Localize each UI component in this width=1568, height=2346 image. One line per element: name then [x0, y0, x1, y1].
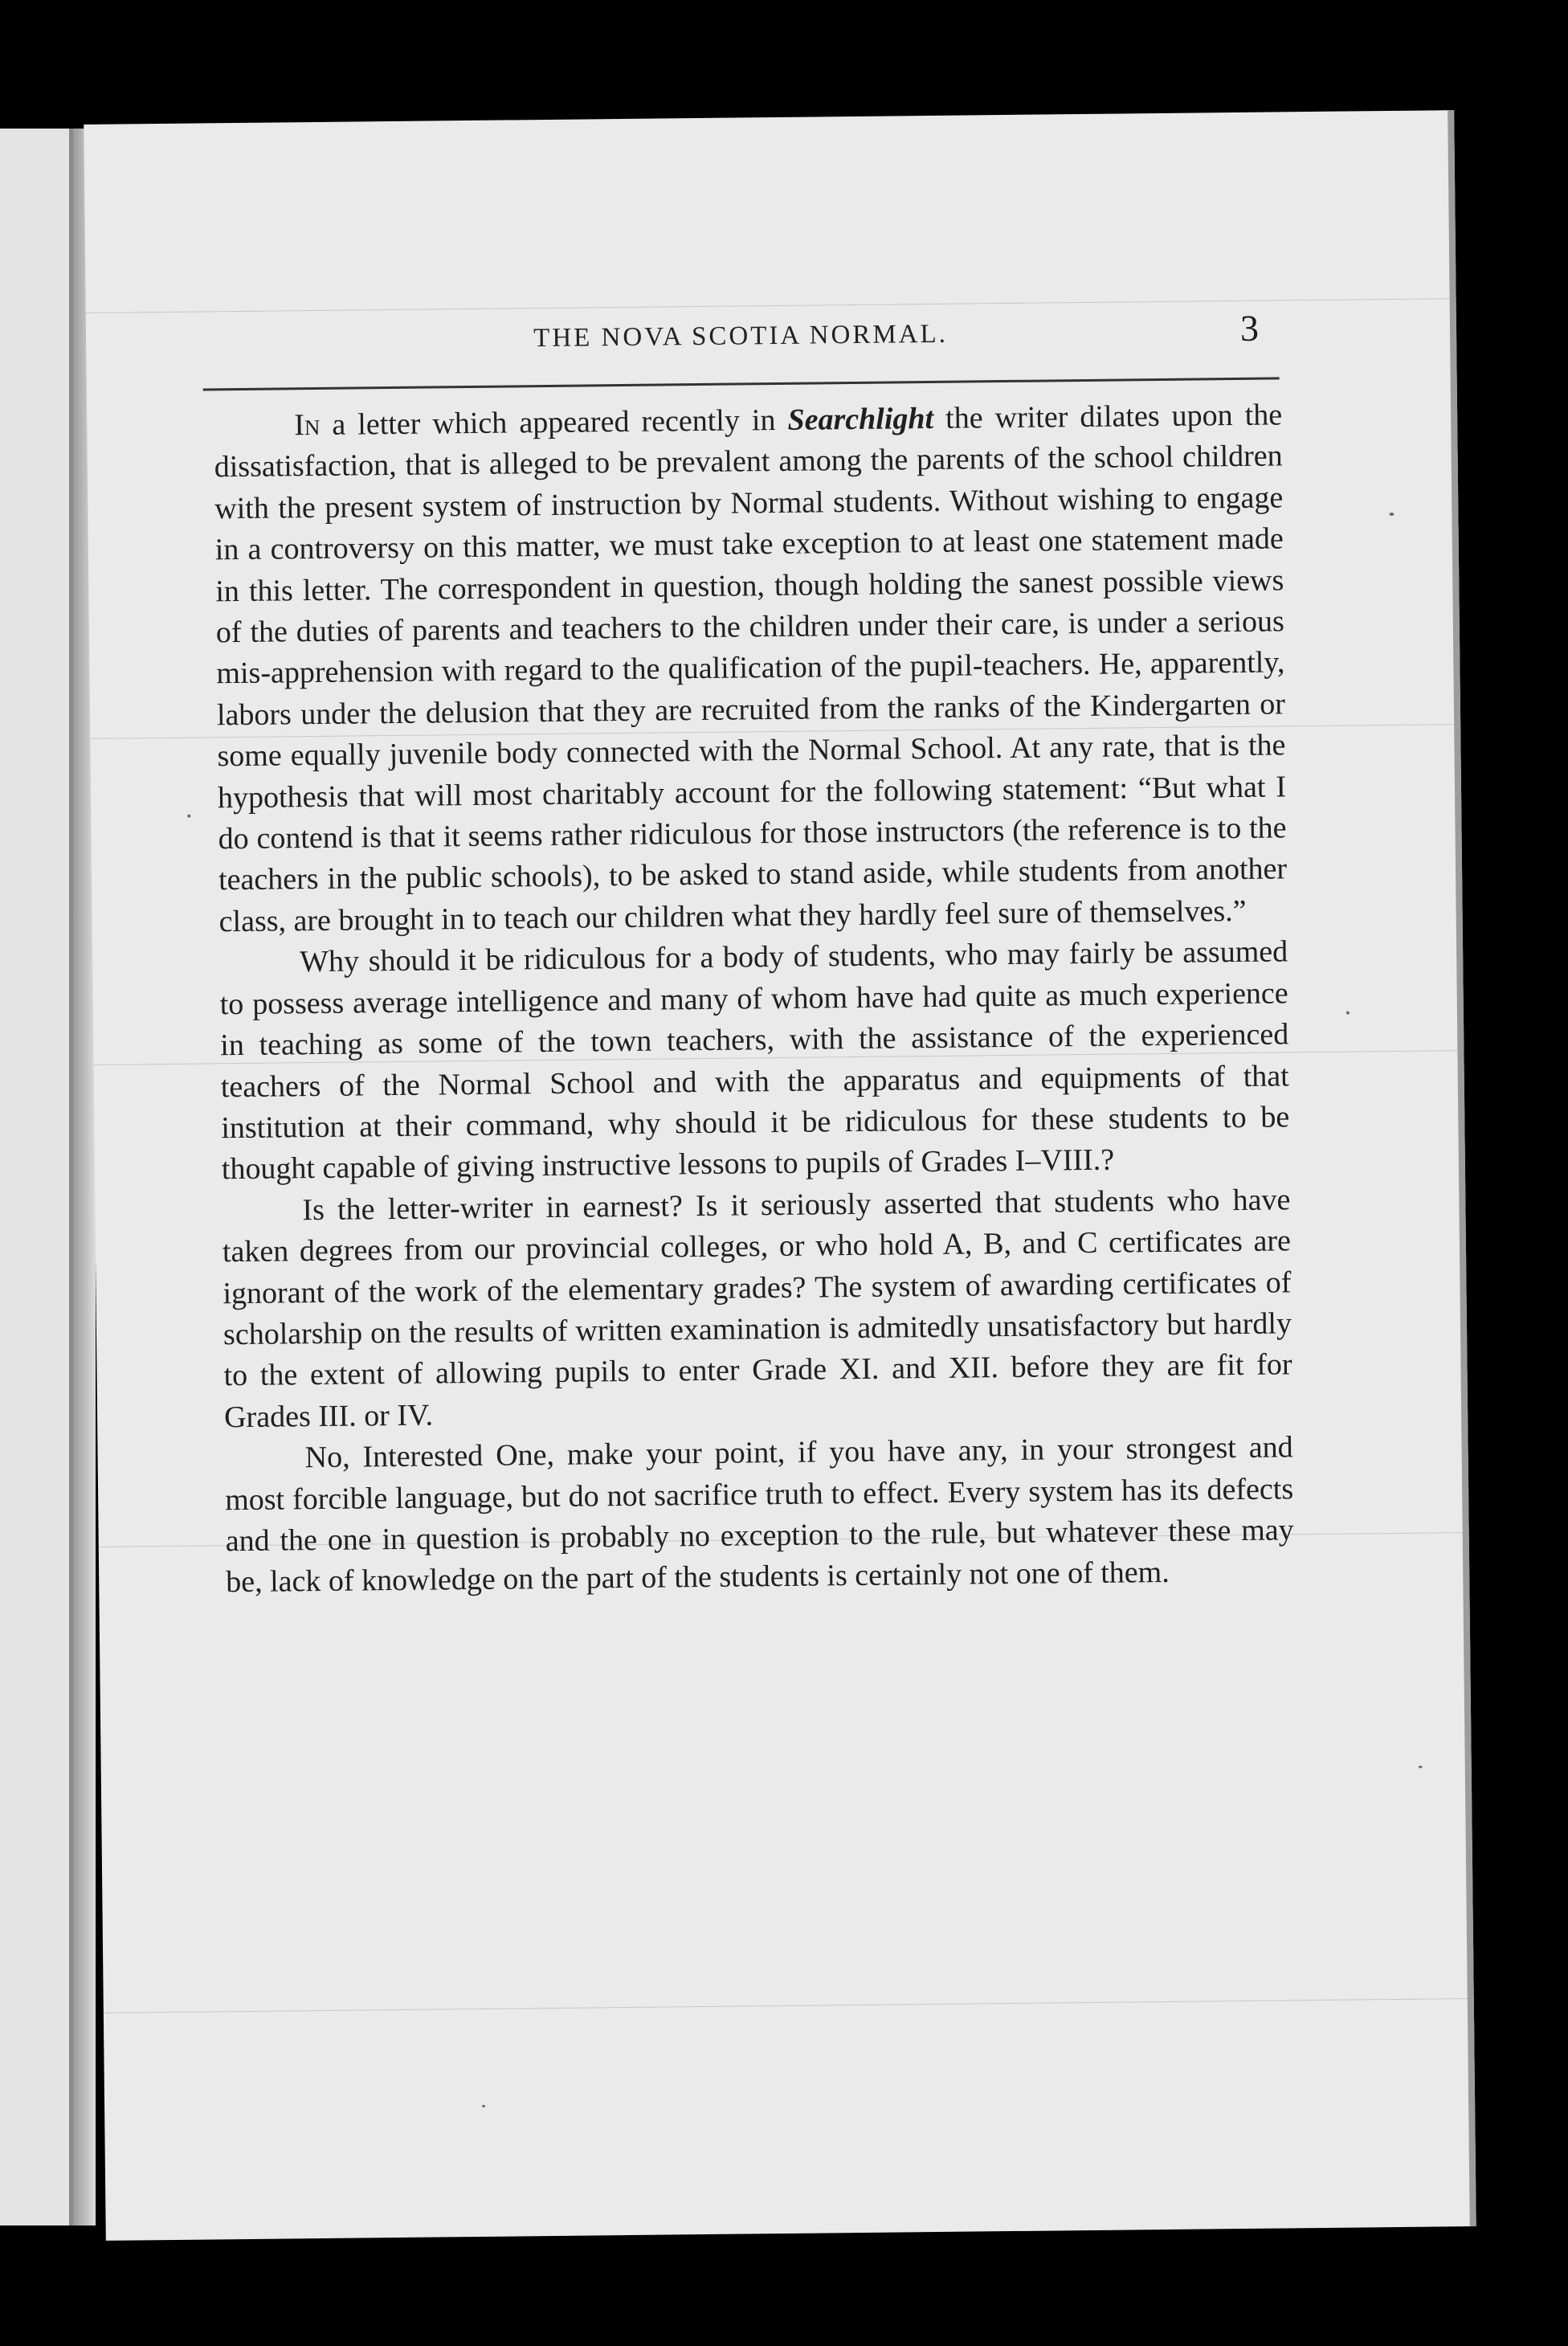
page-number: 3 [1239, 307, 1260, 349]
drop-cap: In [293, 407, 321, 443]
paragraph-1-body: the writer dilates upon the dissatisfaction, that is alleged to be prevalent among the parents of the school children with the present system of instruction by Normal students. Without wishing to engage in a controversy on this matter, we must take exception to at least one statement made in this letter. The correspondent in question, though holding the sanest possible views of the duties of parents and teachers to the children under their care, is under a serious mis-apprehension with regard to the qualification of the pupil-teachers. He, apparently, labors under the delusion that they are recruited from the ranks of the Kindergarten or some equally juvenile body connected with the Normal School. At any rate, that is the hypothesis that will most charitably account for the following statement: “But what I do contend is that it seems rather ridiculous for those instructors (the reference is to the teachers in the public schools), to be asked to stand aside, while students from another class, are brought in to teach our children what they hardly feel sure of themselves.” [214, 398, 1288, 939]
dust-speck [187, 815, 190, 818]
paragraph-2: Why should it be ridiculous for a body of students, who may fairly be assumed to possess average intelligence and many of whom have had quite as much experience in teaching as some of the town teachers, with the assistance of the experienced teachers of the Normal School and with the apparatus and equipments of that institution at their command, why should it be ridiculous for these students to be thought capable of giving instructive lessons to pupils of Grades I–VIII.? [219, 934, 1290, 1187]
dust-speck [1419, 1766, 1423, 1768]
publication-title: Searchlight [787, 401, 934, 437]
header-rule [203, 377, 1280, 390]
paragraph-4: No, Interested One, make your point, if you have any, in your strongest and most forcible language, but do not sacrifice truth to effect. Every system has its defects and the one in question is probably no exception to the rule, but whatever these may be, lack of knowledge on the part of the students is certainly not one of them. [224, 1430, 1294, 1600]
dust-speck [1389, 513, 1394, 516]
article-body [214, 394, 1295, 1604]
scanned-page [84, 110, 1476, 2241]
scan-line [104, 1998, 1474, 2013]
running-title: THE NOVA SCOTIA NORMAL. [533, 319, 949, 354]
paragraph-1-lead: a letter which appeared recently in [320, 403, 788, 442]
paragraph-1 [214, 394, 1288, 942]
dust-speck [482, 2105, 485, 2107]
dust-speck [1346, 1012, 1350, 1015]
page-edge-shadow [1448, 110, 1476, 2226]
page-header [206, 307, 1276, 370]
paragraph-3: Is the letter-writer in earnest? Is it seriously asserted that students who have taken degrees from our provincial colleges, or who hold A, B, and C certificates are ignorant of the work of the elementary grades? The system of awarding certificates of scholarship on the results of written examination is admitedly unsatisfactory but hardly to the extent of allowing pupils to enter Grade XI. and XII. before they are fit for Grades III. or IV. [222, 1183, 1292, 1435]
